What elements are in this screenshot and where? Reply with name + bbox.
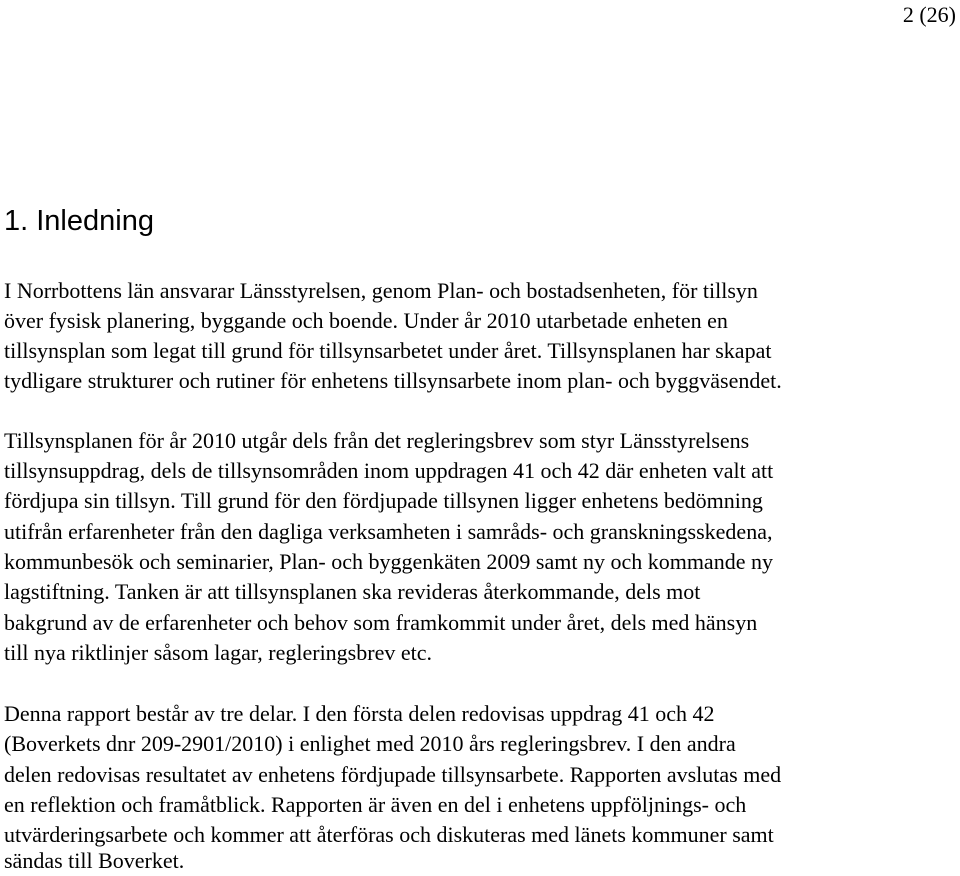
paragraph-line: lagstiftning. Tanken är att tillsynsplanen ska revideras återkommande, dels mot <box>4 579 701 604</box>
paragraph-line: Denna rapport består av tre delar. I den första delen redovisas uppdrag 41 och 42 <box>4 701 715 726</box>
paragraph-line: (Boverkets dnr 209-2901/2010) i enlighet med 2010 års regleringsbrev. I den andra <box>4 731 736 756</box>
paragraph-line: tydligare strukturer och rutiner för enhetens tillsynsarbete inom plan- och byggväsendet. <box>4 368 782 393</box>
paragraph-line: över fysisk planering, byggande och boende. Under år 2010 utarbetade enheten en <box>4 308 728 333</box>
section-heading: 1. Inledning <box>4 205 154 237</box>
paragraph-line: delen redovisas resultatet av enhetens fördjupade tillsynsarbete. Rapporten avslutas med <box>4 762 782 787</box>
paragraph-line: fördjupa sin tillsyn. Till grund för den fördjupade tillsynen ligger enhetens bedömning <box>4 488 763 513</box>
paragraph-line: utvärderingsarbete och kommer att återföras och diskuteras med länets kommuner samt <box>4 822 774 847</box>
paragraph-line: en reflektion och framåtblick. Rapporten är även en del i enhetens uppföljnings- och <box>4 792 747 817</box>
paragraph-line: tillsynsplan som legat till grund för tillsynsarbetet under året. Tillsynsplanen har skapat <box>4 338 772 363</box>
paragraph-line: bakgrund av de erfarenheter och behov som framkommit under året, dels med hänsyn <box>4 610 758 635</box>
paragraph-line: sändas till Boverket. <box>4 848 185 873</box>
paragraph-line: I Norrbottens län ansvarar Länsstyrelsen, genom Plan- och bostadsenheten, för tillsyn <box>4 278 758 303</box>
paragraph-line: Tillsynsplanen för år 2010 utgår dels från det regleringsbrev som styr Länsstyrelsens <box>4 428 750 453</box>
paragraph-line: kommunbesök och seminarier, Plan- och byggenkäten 2009 samt ny och kommande ny <box>4 549 773 574</box>
page-number: 2 (26) <box>902 2 956 27</box>
paragraph-line: till nya riktlinjer såsom lagar, regleringsbrev etc. <box>4 640 432 665</box>
paragraph-line: utifrån erfarenheter från den dagliga verksamheten i samråds- och granskningsskedena, <box>4 519 773 544</box>
paragraph-line: tillsynsuppdrag, dels de tillsynsområden inom uppdragen 41 och 42 där enheten valt att <box>4 458 774 483</box>
